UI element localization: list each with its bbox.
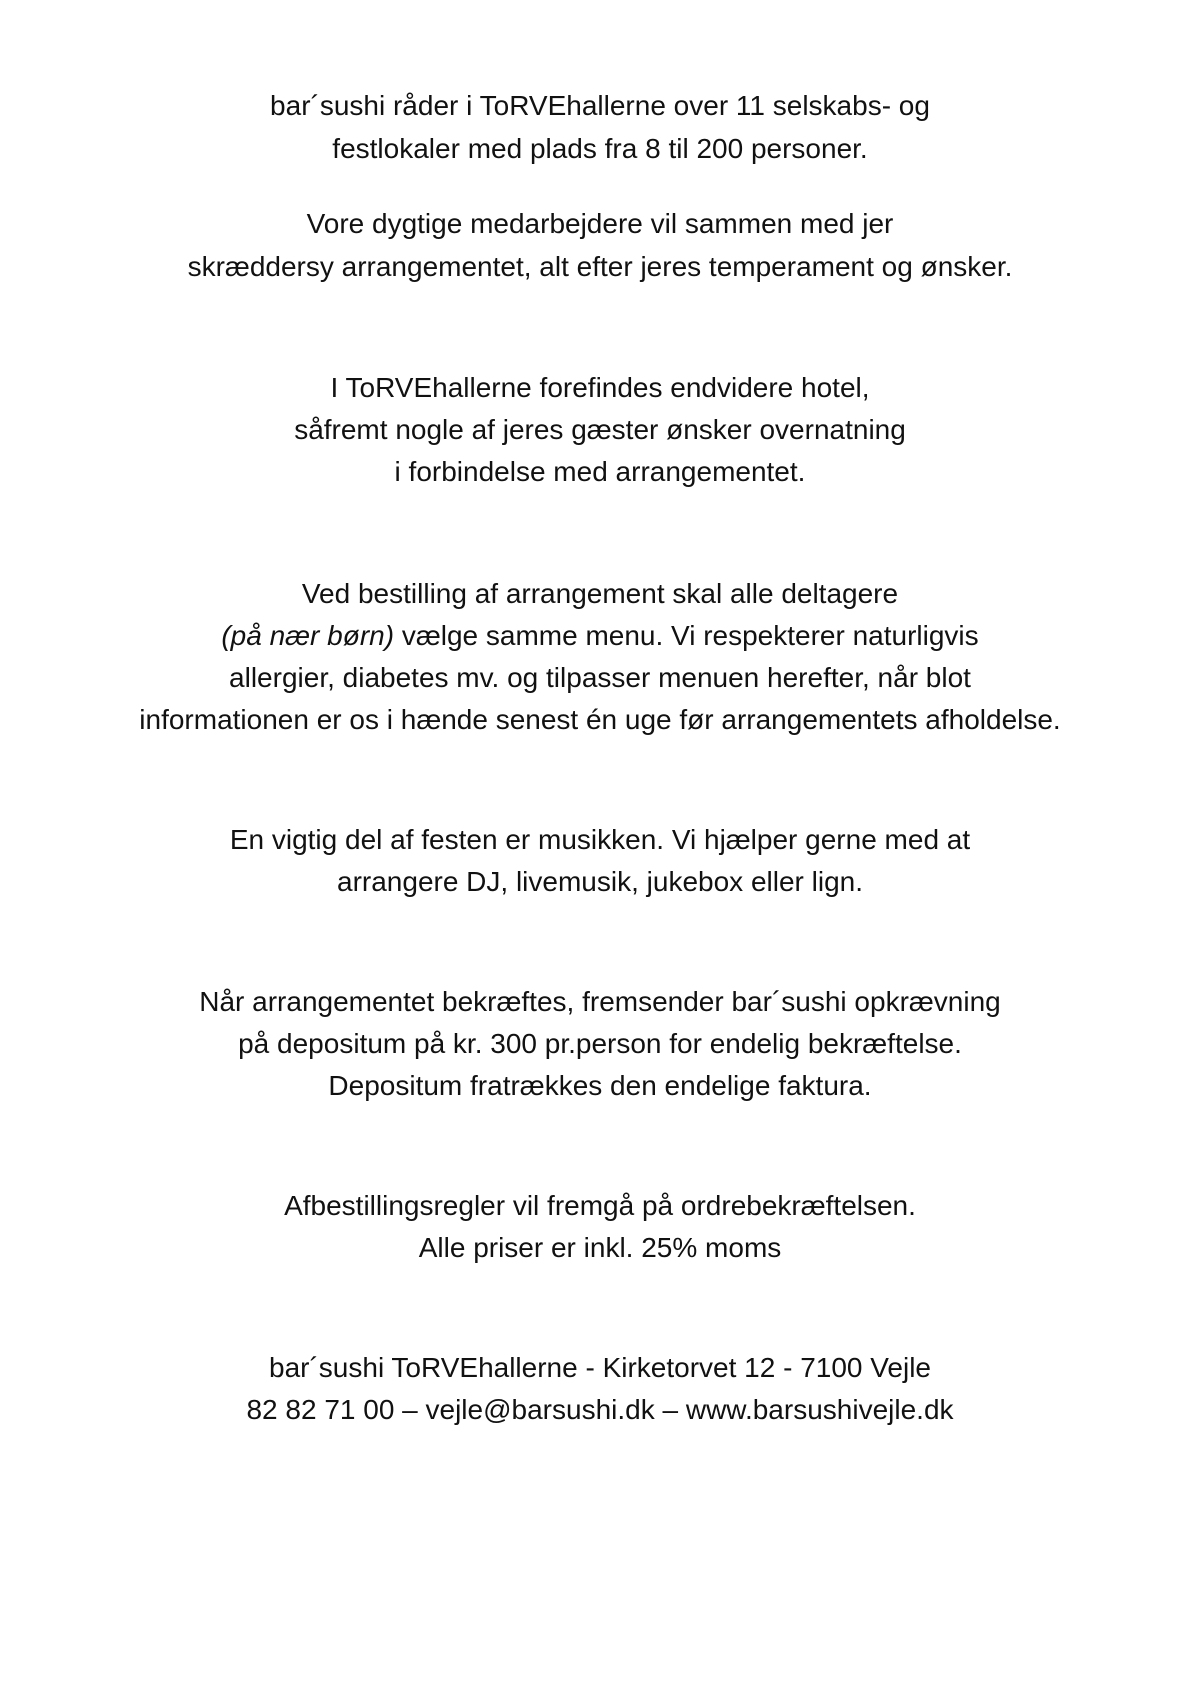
deposit-line-1: Når arrangementet bekræftes, fremsender bar´sushi opkrævning: [199, 986, 1001, 1017]
menu-line-3: allergier, diabetes mv. og tilpasser menuen herefter, når blot: [229, 662, 971, 693]
footer-contact: 82 82 71 00 – vejle@barsushi.dk – www.barsushivejle.dk: [246, 1394, 954, 1425]
intro-line-1: bar´sushi råder i ToRVEhallerne over 11 selskabs- og: [270, 90, 930, 121]
terms-line-2: Alle priser er inkl. 25% moms: [418, 1232, 782, 1263]
hotel-line-1: I ToRVEhallerne forefindes endvidere hotel,: [330, 372, 870, 403]
staff-line-2: skræddersy arrangementet, alt efter jeres temperament og ønsker.: [187, 251, 1013, 282]
menu-line-1: Ved bestilling af arrangement skal alle deltagere: [301, 578, 899, 609]
terms-line-1: Afbestillingsregler vil fremgå på ordrebekræftelsen.: [284, 1190, 916, 1221]
music-line-2: arrangere DJ, livemusik, jukebox eller lign.: [337, 866, 863, 897]
menu-line-2-rest: vælge samme menu. Vi respekterer naturligvis: [394, 620, 979, 651]
music-line-1: En vigtig del af festen er musikken. Vi hjælper gerne med at: [229, 824, 971, 855]
deposit-line-3: Depositum fratrækkes den endelige faktura.: [328, 1070, 872, 1101]
staff-line-1: Vore dygtige medarbejdere vil sammen med jer: [306, 208, 894, 239]
hotel-line-2: såfremt nogle af jeres gæster ønsker overnatning: [294, 414, 906, 445]
menu-line-4: informationen er os i hænde senest én uge før arrangementets afholdelse.: [139, 704, 1061, 735]
footer-address: bar´sushi ToRVEhallerne - Kirketorvet 12 - 7100 Vejle: [269, 1352, 931, 1383]
hotel-line-3: i forbindelse med arrangementet.: [394, 456, 806, 487]
menu-line-2-italic: (på nær børn): [221, 620, 395, 651]
menu-line-2: [0, 614, 1200, 658]
intro-line-2: festlokaler med plads fra 8 til 200 personer.: [332, 133, 868, 164]
deposit-line-2: på depositum på kr. 300 pr.person for endelig bekræftelse.: [238, 1028, 962, 1059]
